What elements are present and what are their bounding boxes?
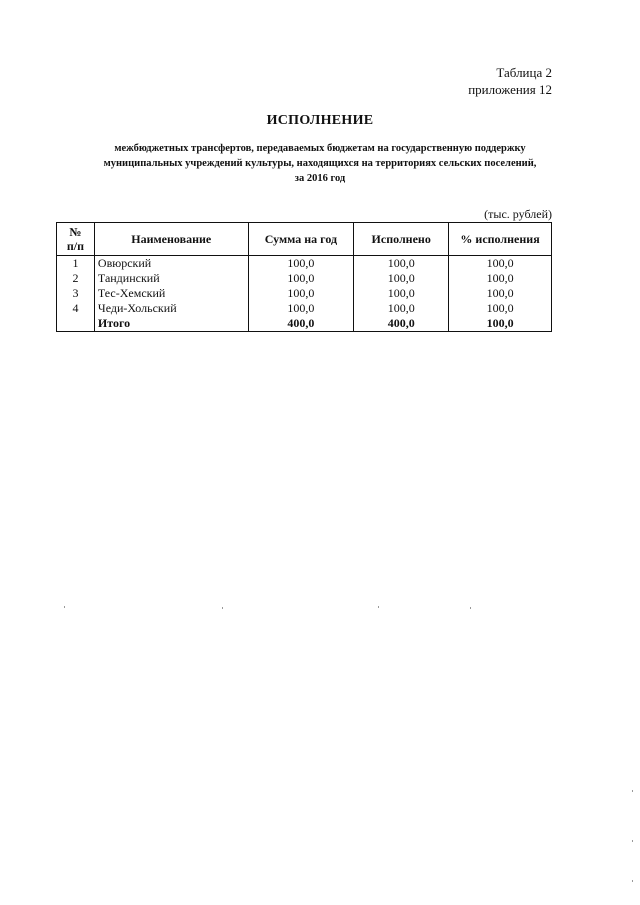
table-number: Таблица 2 bbox=[496, 65, 552, 80]
row-name: Овюрский bbox=[94, 256, 248, 272]
scan-speck bbox=[378, 606, 379, 608]
row-done: 100,0 bbox=[354, 301, 449, 316]
total-label: Итого bbox=[94, 316, 248, 332]
total-sum: 400,0 bbox=[248, 316, 354, 332]
units-label: (тыс. рублей) bbox=[484, 207, 552, 221]
header-percent: % исполнения bbox=[449, 223, 552, 256]
scan-speck bbox=[632, 840, 633, 842]
subtitle-line-3: за 2016 год bbox=[294, 173, 346, 184]
row-done: 100,0 bbox=[354, 271, 449, 286]
row-done: 100,0 bbox=[354, 286, 449, 301]
document-subtitle bbox=[40, 141, 600, 186]
scan-speck bbox=[222, 607, 223, 609]
row-number: 3 bbox=[57, 286, 95, 301]
row-percent: 100,0 bbox=[449, 271, 552, 286]
table-total-row bbox=[57, 316, 552, 332]
document-title: ИСПОЛНЕНИЕ bbox=[266, 113, 374, 128]
total-done: 400,0 bbox=[354, 316, 449, 332]
table-row bbox=[57, 286, 552, 301]
execution-table bbox=[56, 222, 552, 332]
scan-speck bbox=[632, 880, 633, 882]
row-name: Тандинский bbox=[94, 271, 248, 286]
scan-speck bbox=[470, 607, 471, 609]
header-name: Наименование bbox=[94, 223, 248, 256]
row-percent: 100,0 bbox=[449, 286, 552, 301]
subtitle-line-2: муниципальных учреждений культуры, находящихся на территориях сельских поселений, bbox=[103, 158, 537, 169]
table-row bbox=[57, 256, 552, 272]
scan-speck bbox=[64, 606, 65, 608]
row-name: Чеди-Хольский bbox=[94, 301, 248, 316]
row-number: 2 bbox=[57, 271, 95, 286]
header-done: Исполнено bbox=[354, 223, 449, 256]
row-sum: 100,0 bbox=[248, 301, 354, 316]
appendix-number: приложения 12 bbox=[468, 82, 552, 97]
header-number: № п/п bbox=[57, 223, 95, 256]
row-done: 100,0 bbox=[354, 256, 449, 272]
row-sum: 100,0 bbox=[248, 286, 354, 301]
table-row bbox=[57, 271, 552, 286]
row-name: Тес-Хемский bbox=[94, 286, 248, 301]
row-percent: 100,0 bbox=[449, 256, 552, 272]
subtitle-line-1: межбюджетных трансфертов, передаваемых бюджетам на государственную поддержку bbox=[114, 143, 526, 154]
row-number: 1 bbox=[57, 256, 95, 272]
table-row bbox=[57, 301, 552, 316]
row-sum: 100,0 bbox=[248, 271, 354, 286]
row-percent: 100,0 bbox=[449, 301, 552, 316]
header-sum: Сумма на год bbox=[248, 223, 354, 256]
total-percent: 100,0 bbox=[449, 316, 552, 332]
row-sum: 100,0 bbox=[248, 256, 354, 272]
table-header-row bbox=[57, 223, 552, 256]
scan-speck bbox=[632, 790, 633, 792]
total-number bbox=[57, 316, 95, 332]
table-reference bbox=[468, 64, 552, 98]
row-number: 4 bbox=[57, 301, 95, 316]
